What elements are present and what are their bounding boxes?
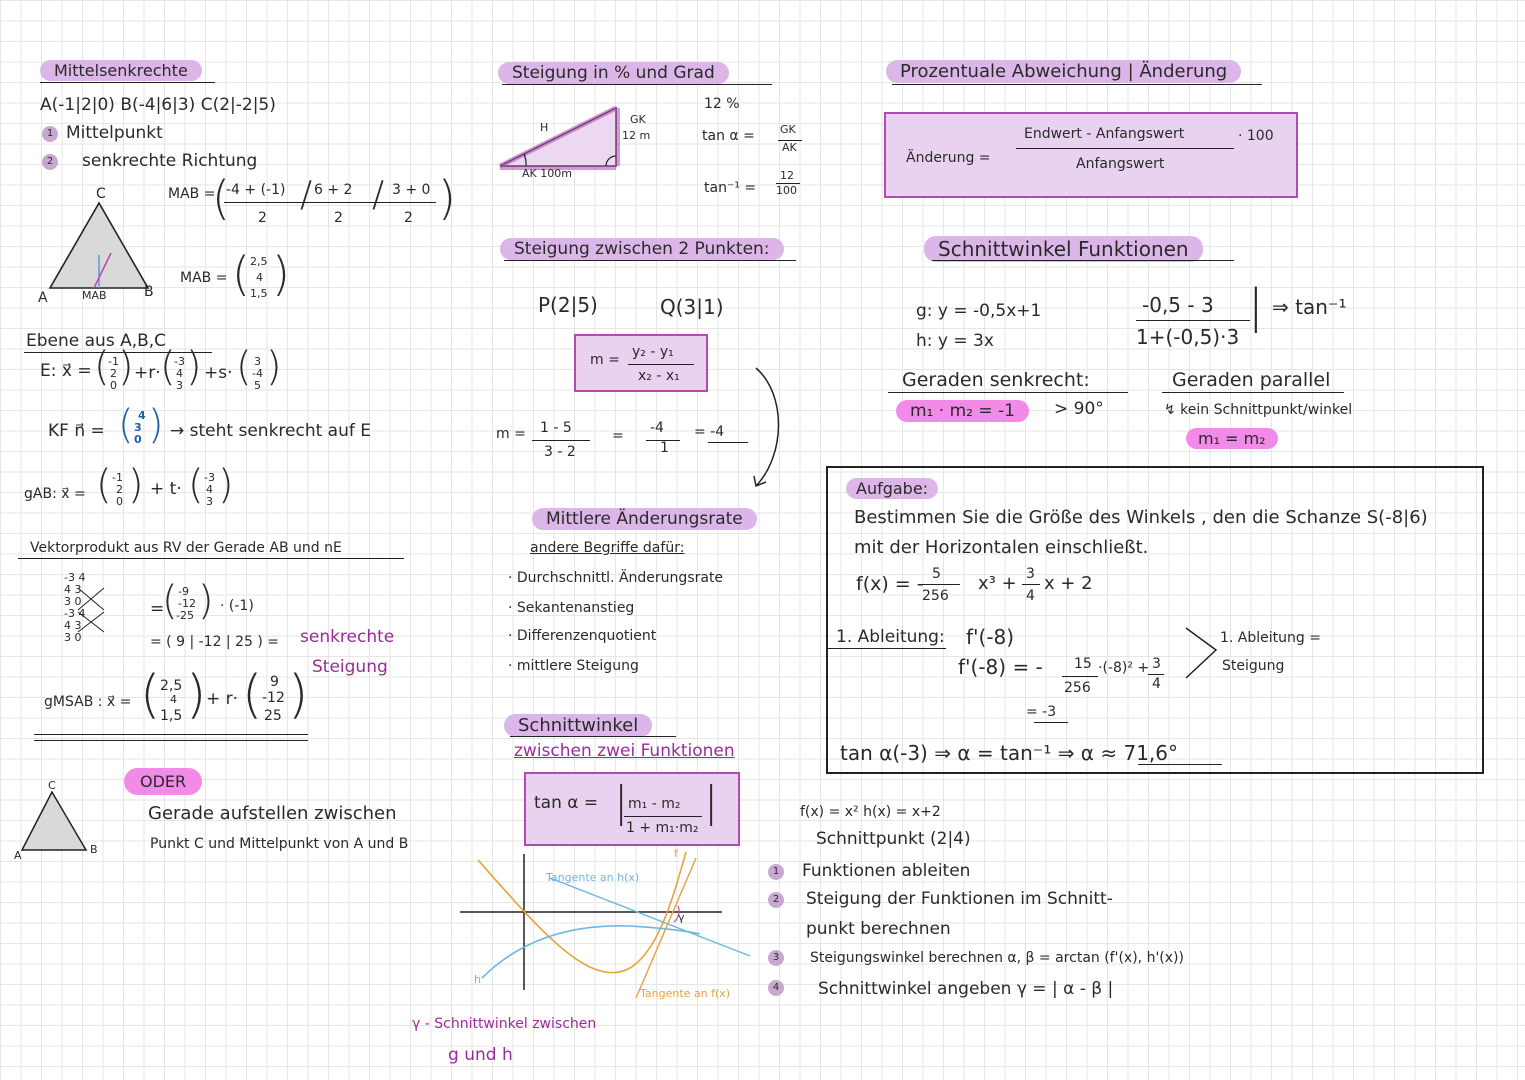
paren-right-icon: ) — [118, 344, 134, 390]
aufgabe-f-num: 5 — [932, 566, 941, 582]
senkrecht-title: Geraden senkrecht: — [902, 369, 1090, 391]
title-underline — [510, 736, 676, 737]
senkrecht-formula: m₁ · m₂ = -1 — [896, 400, 1029, 422]
senkrecht-note: > 90° — [1054, 399, 1104, 419]
kf-note: → steht senkrecht auf E — [170, 421, 371, 441]
point-p: P(2|5) — [538, 293, 598, 317]
fraction-bar — [628, 364, 694, 365]
point-q: Q(3|1) — [660, 295, 724, 319]
graph-h-label: h — [474, 973, 481, 986]
calc-mid-den: 1 — [660, 440, 669, 456]
mab-num2: 6 + 2 — [314, 182, 353, 198]
paren-left-icon: ( — [188, 462, 204, 508]
vec-entry: 3 — [254, 355, 261, 368]
step-number: 3 — [768, 950, 784, 966]
vec-entry: -1 — [112, 471, 123, 484]
vektorprodukt-title: Vektorprodukt aus RV der Gerade AB und nE — [30, 540, 342, 556]
mittlere-item: · Durchschnittl. Änderungsrate — [508, 570, 724, 586]
atan-den: 100 — [776, 184, 797, 197]
step-number: 4 — [768, 980, 784, 996]
abs-bar-icon: | — [614, 777, 629, 826]
abl2-num2: 3 — [1152, 656, 1161, 672]
gmsab-r-label: + r· — [206, 689, 239, 709]
mab-den: 2 — [258, 210, 267, 226]
paren-right-icon: ) — [186, 665, 207, 725]
abl2-rest: ·(-8)² + — [1098, 660, 1150, 676]
vec-entry: -9 — [178, 585, 189, 598]
paren-left-icon: ( — [232, 247, 250, 301]
tangent-f-label: Tangente an f(x) — [640, 987, 731, 1000]
abl2-den2: 4 — [1152, 676, 1161, 692]
final-result: tan α(-3) ⇒ α = tan⁻¹ ⇒ α ≈ 71,6° — [840, 741, 1178, 765]
mittlere-item-text: Sekantenanstieg — [516, 600, 635, 616]
ebene-s-label: +s· — [204, 363, 233, 383]
aufgabe-f-label: f(x) = - — [856, 573, 924, 595]
result2: = ( 9 | -12 | 25 ) = — [150, 634, 280, 650]
cross-row: 3 0 — [64, 631, 82, 644]
gamma-note: g und h — [448, 1045, 513, 1065]
paren-right-icon: ) — [198, 578, 214, 624]
frac-den: 1+(-0,5)·3 — [1136, 325, 1240, 349]
fraction-bar — [1062, 676, 1098, 677]
vec-entry: 3 — [134, 421, 142, 434]
schnittwinkel-title: Schnittwinkel — [504, 714, 652, 737]
triangle-label-b: B — [144, 284, 154, 300]
fraction-bar — [1022, 584, 1040, 585]
formula-den: x₂ - x₁ — [638, 368, 680, 384]
gab-label: gAB: x⃗ = — [24, 486, 86, 502]
paren-right-icon: ) — [272, 247, 290, 301]
eq-sign: = — [150, 599, 165, 619]
mab-den: 2 — [334, 210, 343, 226]
frac-num: -0,5 - 3 — [1142, 293, 1214, 317]
label-h: H — [540, 121, 549, 134]
cross-lines-icon — [64, 570, 124, 650]
double-underline — [34, 740, 308, 741]
aufgabe-f-den: 256 — [922, 588, 949, 604]
mittlere-subtitle: andere Begriffe dafür: — [530, 540, 685, 556]
beispiel-functions: f(x) = x² h(x) = x+2 — [800, 804, 941, 820]
pct: 12 % — [704, 96, 740, 112]
paren-right-icon: ) — [148, 402, 164, 448]
step-mittelpunkt: Mittelpunkt — [66, 123, 163, 143]
abl1: f'(-8) — [966, 625, 1015, 649]
tangent-h-line — [550, 878, 750, 956]
title-underline — [932, 260, 1234, 261]
paren-right-icon: ) — [288, 665, 309, 725]
mittlere-item: · mittlere Steigung — [508, 658, 639, 674]
angle-formula-den: 1 + m₁·m₂ — [626, 820, 699, 836]
beispiel-step: punkt berechnen — [806, 919, 951, 939]
vec-entry: -3 — [204, 471, 215, 484]
aufgabe-f-rest: x³ + — [978, 573, 1017, 594]
aufgabe-f-den2: 4 — [1026, 588, 1035, 604]
tangent-f-line — [636, 858, 696, 998]
vec-entry: -12 — [262, 690, 285, 706]
abl2-label: f'(-8) = - — [958, 655, 1043, 679]
vec-entry: 3 — [176, 379, 183, 392]
aufgabe-badge: Aufgabe: — [846, 478, 938, 499]
separator-icon: / — [300, 174, 313, 215]
oder-line2: Punkt C und Mittelpunkt von A und B — [150, 836, 409, 852]
vec-entry: -4 — [252, 367, 263, 380]
cross-row: -3 4 — [64, 607, 86, 620]
mittlere-title: Mittlere Änderungsrate — [532, 508, 757, 530]
vec-entry: -25 — [176, 609, 194, 622]
vec-entry: 2,5 — [160, 678, 183, 694]
vec-entry: -3 — [174, 355, 185, 368]
title-underline — [40, 82, 215, 83]
vec-entry: 25 — [264, 708, 282, 724]
title-underline — [1162, 392, 1344, 393]
beispiel-step: Funktionen ableiten — [802, 861, 971, 881]
vec-entry: -1 — [108, 355, 119, 368]
step-number: 1 — [42, 126, 58, 142]
vec-entry: 4 — [170, 693, 177, 706]
tangent-h-label: Tangente an h(x) — [546, 871, 640, 884]
triangle-label-b: B — [90, 843, 98, 856]
prozentual-label: Änderung = — [906, 150, 991, 166]
result1-mult: · (-1) — [220, 598, 254, 614]
label-gk-val: 12 m — [622, 129, 651, 142]
paren-right-icon: ) — [218, 462, 234, 508]
separator-icon: / — [372, 174, 385, 215]
vec-entry: 0 — [134, 433, 142, 446]
vec-entry: 4 — [176, 367, 183, 380]
vec-entry: 0 — [110, 379, 117, 392]
triangle-label-m: MAB — [82, 289, 107, 302]
points-text: A(-1|2|0) B(-4|6|3) C(2|-2|5) — [40, 95, 276, 115]
paren-left-icon: ( — [212, 171, 230, 225]
abl3: = -3 — [1026, 704, 1057, 720]
result-underline — [1138, 764, 1222, 765]
vec-entry: 2 — [116, 483, 123, 496]
label-ak: AK 100m — [522, 167, 572, 180]
mittlere-item-text: Differenzenquotient — [516, 628, 657, 644]
triangle-label-c: C — [96, 186, 106, 202]
mab-num3: 3 + 0 — [392, 182, 431, 198]
oder-line1: Gerade aufstellen zwischen — [148, 803, 397, 824]
mittelsenkrechte-title: Mittelsenkrechte — [40, 60, 202, 81]
title-underline — [504, 260, 796, 261]
mittlere-item: · Sekantenanstieg — [508, 600, 635, 616]
side-note: 1. Ableitung = — [1220, 630, 1321, 646]
paren-left-icon: ( — [94, 344, 110, 390]
title-underline — [502, 84, 772, 85]
oder-badge: ODER — [124, 768, 202, 795]
curve-h — [482, 926, 700, 978]
arc-arrow-icon — [750, 364, 790, 494]
fraction-bar — [1136, 320, 1250, 321]
step-richtung: senkrechte Richtung — [82, 151, 258, 171]
ebene-eq-label: E: x⃗ = — [40, 361, 92, 381]
mittlere-item-text: mittlere Steigung — [516, 658, 639, 674]
vec-entry: 9 — [270, 674, 279, 690]
paren-right-icon: ) — [438, 171, 456, 225]
cross-row: 4 3 — [64, 619, 82, 632]
parallel-note: ↯ kein Schnittpunkt/winkel — [1164, 402, 1353, 418]
steigung-grad-title: Steigung in % und Grad — [498, 62, 729, 84]
result-underline — [1034, 722, 1068, 723]
schnittwinkel-funktionen-title: Schnittwinkel Funktionen — [924, 236, 1203, 262]
abl2-num: 15 — [1074, 656, 1092, 672]
tan-num: GK — [780, 123, 796, 136]
paren-right-icon: ) — [186, 344, 202, 390]
side-note: Steigung — [1222, 658, 1285, 674]
arrow-tan: ⇒ tan⁻¹ — [1272, 295, 1347, 319]
fraction-bar — [532, 440, 590, 441]
triangle-label-c: C — [48, 779, 56, 792]
parallel-title: Geraden parallel — [1172, 369, 1331, 391]
steigung-punkte-title: Steigung zwischen 2 Punkten: — [500, 238, 784, 260]
step-number: 1 — [768, 864, 784, 880]
fraction-bar — [920, 584, 960, 585]
vec-entry: 4 — [138, 409, 146, 422]
cross-row: -3 4 — [64, 571, 86, 584]
gamma-note: γ - Schnittwinkel zwischen — [412, 1016, 597, 1032]
triangle-label-a: A — [38, 290, 48, 306]
paren-left-icon: ( — [140, 665, 161, 725]
prozentual-num: Endwert - Anfangswert — [1024, 126, 1185, 142]
aufgabe-line2: mit der Horizontalen einschließt. — [854, 537, 1149, 558]
paren-left-icon: ( — [162, 578, 178, 624]
vec-entry: 0 — [116, 495, 123, 508]
aufgabe-line1: Bestimmen Sie die Größe des Winkels , den die Schanze S(-8|6) — [854, 507, 1428, 528]
atan-num: 12 — [780, 169, 794, 182]
result2-note: Steigung — [312, 657, 388, 677]
formula-num: y₂ - y₁ — [632, 344, 674, 360]
g-function: g: y = -0,5x+1 — [916, 301, 1042, 321]
vec-entry: 4 — [206, 483, 213, 496]
ebene-title: Ebene aus A,B,C — [26, 331, 167, 351]
mab-label: MAB = — [168, 186, 216, 202]
calc-den: 3 - 2 — [544, 444, 576, 460]
mab-result-label: MAB = — [180, 270, 228, 286]
ebene-r-label: +r· — [134, 363, 161, 383]
title-underline — [18, 558, 404, 559]
gab-t-label: + t· — [150, 479, 182, 499]
result2-note: senkrechte — [300, 627, 395, 647]
mittlere-item-text: Durchschnittl. Änderungsrate — [516, 570, 724, 586]
vec-entry: 2 — [110, 367, 117, 380]
tan-label: tan α = — [702, 128, 755, 144]
triangle-small-icon — [14, 780, 114, 860]
abl-label: 1. Ableitung: — [836, 627, 945, 647]
vec-entry: 1,5 — [250, 287, 268, 300]
cross-row: 4 3 — [64, 583, 82, 596]
title-underline — [828, 648, 946, 649]
result-underline — [708, 442, 748, 443]
calc-mid-num: -4 — [650, 420, 664, 436]
mittlere-item: · Differenzenquotient — [508, 628, 657, 644]
calc-label: m = — [496, 426, 526, 442]
abs-bar-icon: | — [1248, 279, 1264, 333]
double-underline — [34, 734, 308, 735]
paren-right-icon: ) — [266, 344, 282, 390]
calc-result: = -4 — [694, 424, 725, 440]
prozentual-den: Anfangswert — [1076, 156, 1165, 172]
eq-sign: = — [612, 428, 624, 444]
kf-label: KF n⃗ = — [48, 421, 105, 441]
vec-entry: 1,5 — [160, 708, 183, 724]
vec-entry: 2,5 — [250, 255, 268, 268]
step-number: 2 — [768, 892, 784, 908]
parallel-formula: m₁ = m₂ — [1186, 428, 1278, 449]
mab-num1: -4 + (-1) — [226, 182, 286, 198]
vec-entry: 5 — [254, 379, 261, 392]
graph-gamma-label: γ — [678, 911, 685, 924]
angle-formula-label: tan α = — [534, 793, 599, 813]
atan-label: tan⁻¹ = — [704, 180, 757, 196]
angle-bracket-icon — [1184, 626, 1224, 682]
tan-den: AK — [782, 141, 797, 154]
vec-entry: -12 — [178, 597, 196, 610]
title-underline — [892, 84, 1262, 85]
fraction-bar — [224, 202, 436, 203]
paren-left-icon: ( — [236, 344, 252, 390]
beispiel-step: Schnittwinkel angeben γ = | α - β | — [818, 979, 1114, 999]
vec-entry: 4 — [256, 271, 263, 284]
step-number: 2 — [42, 154, 58, 170]
paren-left-icon: ( — [96, 462, 112, 508]
fraction-bar — [624, 816, 702, 817]
paren-left-icon: ( — [242, 665, 263, 725]
fraction-bar — [1016, 148, 1234, 149]
gmsab-label: gMSAB : x⃗ = — [44, 694, 132, 710]
beispiel-step: Steigung der Funktionen im Schnitt- — [806, 889, 1113, 909]
label-gk: GK — [630, 113, 646, 126]
beispiel-step: Steigungswinkel berechnen α, β = arctan (f'(x), h'(x)) — [810, 950, 1184, 966]
beispiel-schnittpunkt: Schnittpunkt (2|4) — [816, 829, 971, 849]
angle-formula-num: m₁ - m₂ — [628, 796, 681, 812]
calc-num: 1 - 5 — [540, 420, 572, 436]
fraction-bar — [1148, 674, 1164, 675]
h-function: h: y = 3x — [916, 331, 994, 351]
prozentual-title: Prozentuale Abweichung | Änderung — [886, 60, 1241, 83]
formula-label: m = — [590, 352, 620, 368]
mab-den: 2 — [404, 210, 413, 226]
triangle-label-a: A — [14, 849, 22, 862]
title-underline — [888, 392, 1128, 393]
schnittwinkel-subtitle: zwischen zwei Funktionen — [514, 741, 735, 761]
paren-left-icon: ( — [118, 402, 134, 448]
abl2-den: 256 — [1064, 680, 1091, 696]
graph-f-label: f — [674, 847, 678, 860]
paren-right-icon: ) — [128, 462, 144, 508]
prozentual-mult: · 100 — [1238, 128, 1274, 144]
vec-entry: 3 — [206, 495, 213, 508]
aufgabe-f-tail: x + 2 — [1044, 573, 1093, 594]
cross-row: 3 0 — [64, 595, 82, 608]
paren-left-icon: ( — [160, 344, 176, 390]
abs-bar-icon: | — [704, 777, 719, 826]
aufgabe-f-num2: 3 — [1026, 566, 1035, 582]
